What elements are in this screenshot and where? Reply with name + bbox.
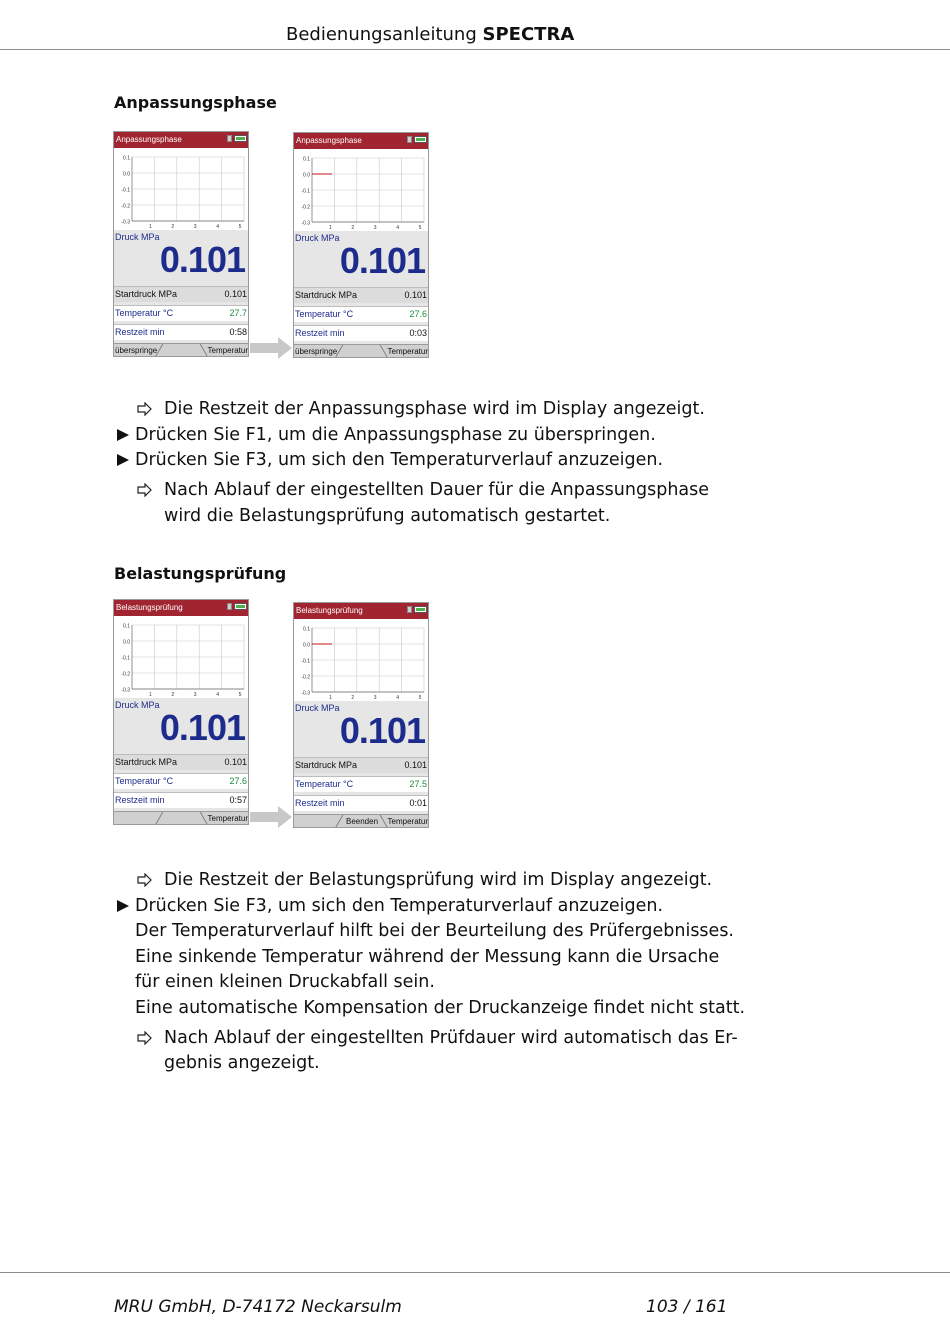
x-tick-label: 3	[373, 225, 377, 231]
device-screen-anpassung-2	[293, 132, 429, 358]
pressure-value: 0.101	[159, 707, 245, 748]
action-text: Drücken Sie F3, um sich den Temperaturverlauf anzuzeigen.	[135, 896, 664, 916]
chart-svg	[294, 619, 429, 701]
status-icons	[227, 135, 247, 142]
action-triangle-icon	[116, 428, 130, 442]
row-value: 27.6	[409, 309, 427, 319]
y-tick-label: -0.2	[301, 204, 310, 211]
row-startdruck	[294, 287, 429, 303]
softkey-bar	[294, 814, 429, 828]
battery-icon	[414, 136, 427, 143]
screen-title-bar	[114, 132, 249, 148]
y-tick-label: -0.2	[121, 671, 130, 678]
row-value: 0.101	[404, 760, 427, 770]
device-screen-anpassung-1	[113, 131, 249, 357]
sd-card-icon	[227, 135, 232, 142]
row-label: Restzeit min	[295, 798, 345, 808]
softkey-f1[interactable]: überspringe	[115, 346, 158, 355]
softkey-bar	[114, 811, 249, 825]
row-startdruck	[114, 754, 249, 770]
paragraph-text: Der Temperaturverlauf hilft bei der Beurteilung des Prüfergebnisses.	[135, 921, 734, 941]
result-text: Die Restzeit der Anpassungsphase wird im Display angezeigt.	[164, 399, 705, 419]
screen-title: Belastungsprüfung	[296, 606, 363, 615]
softkey-f1[interactable]: überspringe	[295, 347, 338, 356]
row-label: Startdruck MPa	[115, 757, 178, 767]
screen-title: Anpassungsphase	[296, 136, 362, 145]
row-label: Startdruck MPa	[295, 290, 358, 300]
row-label: Restzeit min	[115, 327, 165, 337]
action-triangle-icon	[116, 899, 130, 913]
y-tick-label: 0.0	[303, 642, 310, 649]
x-tick-label: 4	[396, 225, 399, 231]
device-screen-belastung-1	[113, 599, 249, 825]
paragraph-text: Eine automatische Kompensation der Druckanzeige findet nicht statt.	[135, 998, 746, 1018]
row-label: Startdruck MPa	[115, 289, 178, 299]
row-value: 0.101	[224, 757, 247, 767]
x-tick-label: 5	[238, 692, 242, 698]
header-title	[286, 24, 574, 45]
row-value: 0:01	[409, 798, 427, 808]
chart-svg	[114, 148, 249, 230]
row-value: 27.6	[229, 776, 247, 786]
screen-title-bar	[294, 603, 429, 619]
header-product: SPECTRA	[482, 24, 575, 45]
status-icons	[227, 603, 247, 610]
row-value: 27.7	[229, 308, 247, 318]
y-tick-label: 0.1	[303, 156, 310, 163]
pressure-value: 0.101	[159, 239, 245, 280]
pressure-chart	[114, 148, 249, 230]
sd-card-icon	[227, 603, 232, 610]
row-restzeit	[114, 792, 249, 808]
x-tick-label: 1	[329, 225, 332, 231]
pressure-label: Druck MPa	[115, 232, 160, 242]
softkey-f3[interactable]: Temperatur	[207, 814, 248, 823]
action-text: Drücken Sie F1, um die Anpassungsphase zu überspringen.	[135, 425, 656, 445]
row-label: Restzeit min	[115, 795, 165, 805]
x-tick-label: 1	[149, 224, 152, 230]
header-rule	[0, 49, 950, 50]
result-text-continued: gebnis angezeigt.	[164, 1053, 320, 1073]
row-startdruck	[114, 286, 249, 302]
result-text: Nach Ablauf der eingestellten Dauer für die Anpassungsphase	[164, 480, 710, 500]
softkey-f3[interactable]: Temperatur	[207, 346, 248, 355]
y-tick-label: -0.3	[121, 687, 130, 694]
result-text-continued: wird die Belastungsprüfung automatisch gestartet.	[164, 506, 611, 526]
chart-svg	[294, 149, 429, 231]
row-value: 0:58	[229, 327, 247, 337]
y-tick-label: 0.0	[123, 639, 130, 646]
pressure-chart	[294, 149, 429, 231]
result-text: Die Restzeit der Belastungsprüfung wird im Display angezeigt.	[164, 870, 713, 890]
pressure-chart	[294, 619, 429, 701]
y-tick-label: 0.0	[123, 171, 130, 178]
y-tick-label: -0.3	[301, 690, 310, 697]
softkey-bar	[294, 344, 429, 358]
pressure-label: Druck MPa	[115, 700, 160, 710]
result-arrow-icon	[137, 1031, 155, 1045]
y-tick-label: -0.2	[121, 203, 130, 210]
y-tick-label: -0.2	[301, 674, 310, 681]
y-tick-label: 0.0	[303, 172, 310, 179]
x-tick-label: 2	[171, 224, 175, 230]
action-text: Drücken Sie F3, um sich den Temperaturverlauf anzuzeigen.	[135, 450, 664, 470]
row-restzeit	[114, 324, 249, 340]
arrow-right-icon	[250, 337, 292, 359]
pressure-value: 0.101	[339, 710, 425, 751]
softkey-divider	[154, 812, 173, 825]
section-title-belastungspruefung: Belastungsprüfung	[114, 564, 287, 583]
softkey-f3[interactable]: Temperatur	[387, 817, 428, 826]
row-value: 0:03	[409, 328, 427, 338]
battery-icon	[234, 603, 247, 610]
row-value: 27.5	[409, 779, 427, 789]
y-tick-label: 0.1	[303, 626, 310, 633]
softkey-f2[interactable]: Beenden	[346, 817, 379, 826]
pressure-value: 0.101	[339, 240, 425, 281]
row-temperatur	[114, 305, 249, 321]
device-screen-belastung-2	[293, 602, 429, 828]
footer-page-number: 103 / 161	[646, 1297, 728, 1317]
x-tick-label: 3	[373, 695, 377, 701]
row-label: Temperatur °C	[295, 309, 354, 319]
screen-title: Belastungsprüfung	[116, 603, 183, 612]
x-tick-label: 3	[193, 692, 197, 698]
y-tick-label: -0.1	[301, 658, 310, 665]
y-tick-label: -0.3	[301, 220, 310, 227]
y-tick-label: -0.3	[121, 219, 130, 226]
softkey-bar	[114, 343, 249, 357]
screen-title: Anpassungsphase	[116, 135, 182, 144]
battery-icon	[414, 606, 427, 613]
sd-card-icon	[407, 136, 412, 143]
paragraph-text: Eine sinkende Temperatur während der Messung kann die Ursache	[135, 947, 720, 967]
row-label: Restzeit min	[295, 328, 345, 338]
action-triangle-icon	[116, 453, 130, 467]
y-tick-label: 0.1	[123, 623, 130, 630]
x-tick-label: 4	[216, 224, 219, 230]
result-arrow-icon	[137, 873, 155, 887]
x-tick-label: 5	[418, 695, 422, 701]
row-restzeit	[294, 325, 429, 341]
y-tick-label: 0.1	[123, 155, 130, 162]
pressure-label: Druck MPa	[295, 233, 340, 243]
row-value: 0.101	[224, 289, 247, 299]
page-header	[0, 22, 950, 52]
row-restzeit	[294, 795, 429, 811]
softkey-f3[interactable]: Temperatur	[387, 347, 428, 356]
row-temperatur	[294, 306, 429, 322]
result-arrow-icon	[137, 402, 155, 416]
x-tick-label: 4	[216, 692, 219, 698]
screen-title-bar	[294, 133, 429, 149]
status-icons	[407, 606, 427, 613]
row-temperatur	[114, 773, 249, 789]
pressure-label: Druck MPa	[295, 703, 340, 713]
section-title-anpassungsphase: Anpassungsphase	[114, 93, 277, 112]
y-tick-label: -0.1	[301, 188, 310, 195]
row-value: 0:57	[229, 795, 247, 805]
y-tick-label: -0.1	[121, 187, 130, 194]
row-label: Temperatur °C	[115, 308, 174, 318]
y-tick-label: -0.1	[121, 655, 130, 662]
x-tick-label: 5	[418, 225, 422, 231]
x-tick-label: 3	[193, 224, 197, 230]
battery-icon	[234, 135, 247, 142]
x-tick-label: 2	[351, 225, 355, 231]
x-tick-label: 4	[396, 695, 399, 701]
x-tick-label: 5	[238, 224, 242, 230]
x-tick-label: 2	[171, 692, 175, 698]
footer-company: MRU GmbH, D-74172 Neckarsulm	[114, 1297, 402, 1317]
row-label: Startdruck MPa	[295, 760, 358, 770]
footer-rule	[0, 1272, 950, 1273]
header-prefix: Bedienungsanleitung	[286, 24, 477, 45]
x-tick-label: 1	[149, 692, 152, 698]
x-tick-label: 1	[329, 695, 332, 701]
row-startdruck	[294, 757, 429, 773]
status-icons	[407, 136, 427, 143]
result-text: Nach Ablauf der eingestellten Prüfdauer wird automatisch das Er-	[164, 1028, 738, 1048]
screen-title-bar	[114, 600, 249, 616]
chart-svg	[114, 616, 249, 698]
row-temperatur	[294, 776, 429, 792]
sd-card-icon	[407, 606, 412, 613]
result-arrow-icon	[137, 483, 155, 497]
paragraph-text: für einen kleinen Druckabfall sein.	[135, 972, 435, 992]
pressure-chart	[114, 616, 249, 698]
arrow-right-icon	[250, 806, 292, 828]
row-label: Temperatur °C	[115, 776, 174, 786]
x-tick-label: 2	[351, 695, 355, 701]
row-value: 0.101	[404, 290, 427, 300]
row-label: Temperatur °C	[295, 779, 354, 789]
